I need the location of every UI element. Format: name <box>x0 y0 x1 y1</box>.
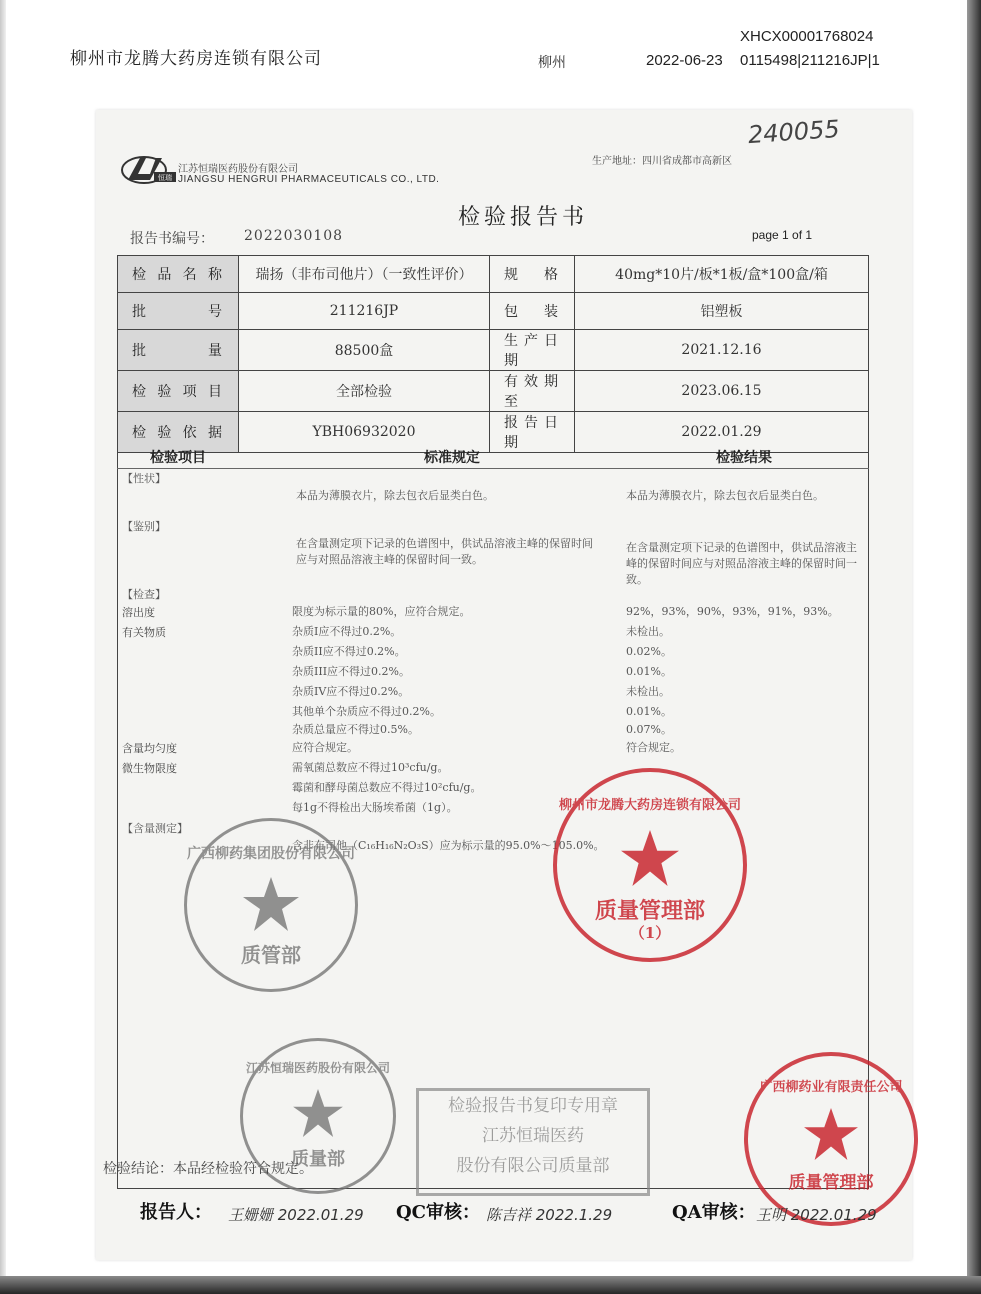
reporter-signature: 王姗姗 2022.01.29 <box>228 1206 364 1224</box>
stamp-dept: 质量部 <box>291 1149 345 1170</box>
section-appearance: 【性状】 <box>122 472 166 485</box>
product-info-table <box>117 255 869 453</box>
copy-stamp <box>416 1088 650 1196</box>
qa-label: QA审核： <box>672 1202 756 1223</box>
appearance-standard: 本品为薄膜衣片，除去包衣后显类白色。 <box>296 489 494 502</box>
test-items: 全部检验 <box>239 371 490 412</box>
copy-stamp-line: 股份有限公司质量部 <box>456 1156 610 1176</box>
row-item: 有关物质 <box>122 626 166 639</box>
report-date: 2022.01.29 <box>575 412 869 453</box>
spec-label: 规格 <box>490 256 575 293</box>
assay-standard: 含非布司他（C₁₆H₁₆N₂O₃S）应为标示量的95.0%～105.0%。 <box>292 839 605 852</box>
stamp-org: 广西柳药业有限责任公司 <box>759 1080 903 1095</box>
page-indicator: page 1 of 1 <box>752 228 813 242</box>
order-ref: 0115498|211216JP|1 <box>740 52 880 69</box>
copy-stamp-line: 江苏恒瑞医药 <box>482 1126 584 1146</box>
star-icon <box>804 1108 858 1160</box>
row-result: 0.02%。 <box>626 645 672 658</box>
row-standard: 杂质I应不得过0.2%。 <box>292 625 402 638</box>
scan-edge-bottom <box>0 1276 981 1294</box>
star-icon <box>621 830 679 886</box>
qc-label: QC审核： <box>396 1202 481 1223</box>
expiry: 2023.06.15 <box>575 371 869 412</box>
batch: 211216JP <box>239 293 490 330</box>
stamp-org: 广西柳药集团股份有限公司 <box>187 846 355 862</box>
row-standard: 杂质IV应不得过0.2%。 <box>292 685 410 698</box>
row-item: 微生物限度 <box>122 762 177 775</box>
stamp-dept: 质量管理部 <box>594 898 705 924</box>
hengrui-logo-icon <box>120 152 178 186</box>
qa-signature: 王明 2022.01.29 <box>756 1206 877 1224</box>
manufacturer-name-en: JIANGSU HENGRUI PHARMACEUTICALS CO., LTD. <box>178 174 440 185</box>
svg-text:恒瑞: 恒瑞 <box>158 174 172 182</box>
spec: 40mg*10片/板*1板/盒*100盒/箱 <box>575 256 869 293</box>
scan-edge-left <box>0 0 6 1294</box>
manufacturer-address: 生产地址：四川省成都市高新区 <box>592 156 732 167</box>
qa-dept-stamp <box>553 768 747 962</box>
quantity-label: 批量 <box>118 330 239 371</box>
row-item: 溶出度 <box>122 606 155 619</box>
ident-standard: 在含量测定项下记录的色谱图中，供试品溶液主峰的保留时间应与对照品溶液主峰的保留时间一致。 <box>296 537 593 566</box>
row-result: 未检出。 <box>626 625 670 638</box>
row-standard: 杂质总量应不得过0.5%。 <box>292 723 419 736</box>
package: 铝塑板 <box>575 293 869 330</box>
batch-label: 批号 <box>118 293 239 330</box>
row-item: 含量均匀度 <box>122 742 177 755</box>
row-result: 0.07%。 <box>626 723 672 736</box>
section-assay: 【含量测定】 <box>122 822 188 835</box>
row-standard: 限度为标示量的80%，应符合规定。 <box>292 605 471 618</box>
product-name-label: 检品名称 <box>118 256 239 293</box>
row-result: 92%，93%，90%，93%，91%，93%。 <box>626 605 839 618</box>
stamp-org: 柳州市龙腾大药房连锁有限公司 <box>558 798 741 813</box>
report-number-label: 报告书编号： <box>130 231 214 247</box>
stamp-dept: 质管部 <box>241 943 301 967</box>
star-icon <box>243 877 299 931</box>
star-icon <box>293 1089 343 1137</box>
header-divider <box>117 468 869 469</box>
gx-quality-stamp <box>184 818 358 992</box>
manufacturer-name-cn: 江苏恒瑞医药股份有限公司 <box>178 164 298 175</box>
row-standard: 每1g不得检出大肠埃希菌（1g）。 <box>292 801 458 814</box>
col-item-header: 检验项目 <box>150 450 206 466</box>
col-standard-header: 标准规定 <box>424 450 480 466</box>
city: 柳州 <box>538 55 566 71</box>
row-standard: 霉菌和酵母菌总数应不得过10²cfu/g。 <box>292 781 482 794</box>
col-result-header: 检验结果 <box>716 450 772 466</box>
distributor-name: 柳州市龙腾大药房连锁有限公司 <box>70 49 322 68</box>
expiry-label: 有效期至 <box>490 371 575 412</box>
mfg-date-label: 生产日期 <box>490 330 575 371</box>
report-title: 检验报告书 <box>458 205 589 230</box>
handwritten-note: 240055 <box>747 114 841 150</box>
gx-pharma-stamp <box>744 1052 918 1226</box>
reporter-label: 报告人： <box>140 1202 212 1223</box>
report-date-label: 报告日期 <box>490 412 575 453</box>
section-identification: 【鉴别】 <box>122 520 166 533</box>
mfg-date: 2021.12.16 <box>575 330 869 371</box>
row-standard: 需氧菌总数应不得过10³cfu/g。 <box>292 761 449 774</box>
copy-stamp-line: 检验报告书复印专用章 <box>448 1096 618 1116</box>
row-standard: 其他单个杂质应不得过0.2%。 <box>292 705 441 718</box>
doc-code: XHCX00001768024 <box>740 28 874 45</box>
package-label: 包装 <box>490 293 575 330</box>
print-date: 2022-06-23 <box>646 52 723 69</box>
row-standard: 应符合规定。 <box>292 741 358 754</box>
report-number: 2022030108 <box>244 228 344 244</box>
row-result: 符合规定。 <box>626 741 681 754</box>
qc-signature: 陈吉祥 2022.1.29 <box>486 1206 613 1224</box>
section-inspection: 【检查】 <box>122 588 166 601</box>
quantity: 88500盒 <box>239 330 490 371</box>
appearance-result: 本品为薄膜衣片，除去包衣后显类白色。 <box>626 489 824 502</box>
ident-result: 在含量测定项下记录的色谱图中，供试品溶液主峰的保留时间应与对照品溶液主峰的保留时间一致。 <box>626 541 857 586</box>
conclusion: 检验结论：本品经检验符合规定。 <box>103 1161 313 1177</box>
stamp-org: 江苏恒瑞医药股份有限公司 <box>245 1061 390 1075</box>
stamp-number: （1） <box>629 924 671 942</box>
row-standard: 杂质III应不得过0.2%。 <box>292 665 410 678</box>
row-result: 0.01%。 <box>626 705 672 718</box>
row-result: 未检出。 <box>626 685 670 698</box>
product-name: 瑞扬（非布司他片）（一致性评价） <box>239 256 490 293</box>
basis: YBH06932020 <box>239 412 490 453</box>
row-standard: 杂质II应不得过0.2%。 <box>292 645 406 658</box>
stamp-dept: 质量管理部 <box>788 1173 874 1193</box>
scan-edge-right <box>967 0 981 1294</box>
row-result: 0.01%。 <box>626 665 672 678</box>
test-items-label: 检验项目 <box>118 371 239 412</box>
basis-label: 检验依据 <box>118 412 239 453</box>
